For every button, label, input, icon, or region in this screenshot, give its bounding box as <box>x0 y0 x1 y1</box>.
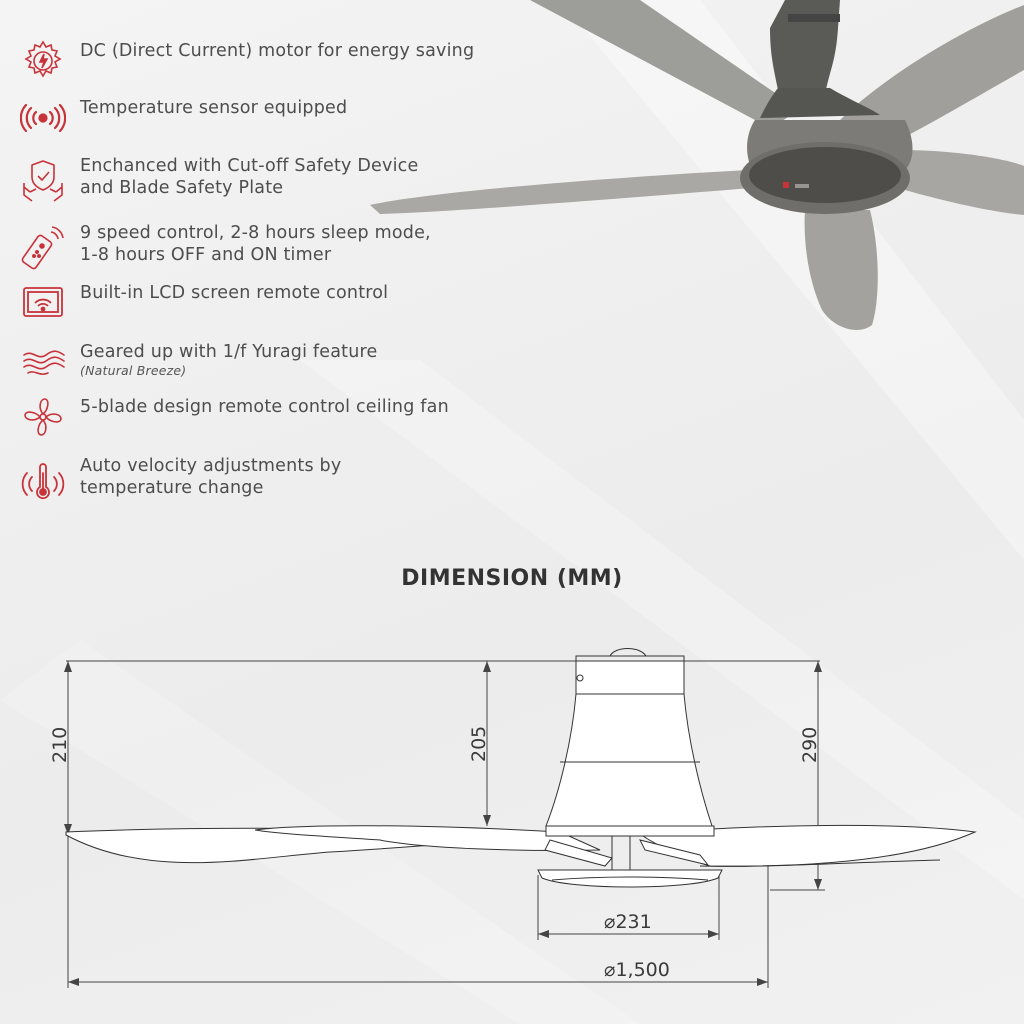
feature-line: and Blade Safety Plate <box>80 178 284 198</box>
feature-line: Temperature sensor equipped <box>80 98 348 118</box>
feature-line: Geared up with 1/f Yuragi feature <box>80 342 378 362</box>
dimension-label-290: 290 <box>799 726 821 763</box>
feature-line: Enchanced with Cut-off Safety Device <box>80 156 419 176</box>
dimension-label-210: 210 <box>49 726 71 763</box>
feature-line: Built-in LCD screen remote control <box>80 283 389 303</box>
feature-line: DC (Direct Current) motor for energy saving <box>80 41 475 61</box>
feature-line: 1-8 hours OFF and ON timer <box>80 245 332 265</box>
dimension-title: DIMENSION (MM) <box>401 566 623 591</box>
feature-line: 5-blade design remote control ceiling fan <box>80 397 449 417</box>
dimension-label-1500: ⌀1,500 <box>604 959 670 981</box>
dimension-label-205: 205 <box>468 725 490 762</box>
feature-subtext: (Natural Breeze) <box>80 363 187 378</box>
feature-line: 9 speed control, 2-8 hours sleep mode, <box>80 223 431 243</box>
dimension-label-231: ⌀231 <box>604 911 652 933</box>
feature-line: Auto velocity adjustments by <box>80 456 342 476</box>
feature-line: temperature change <box>80 478 264 498</box>
